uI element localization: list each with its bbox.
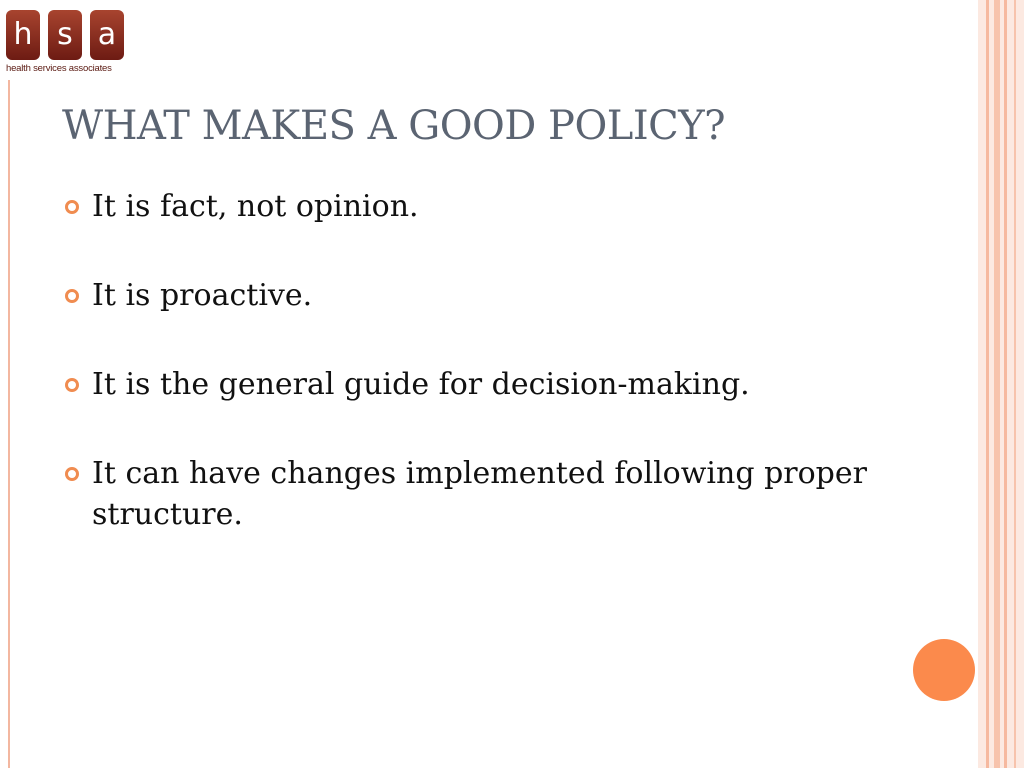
slide-title: WHAT MAKES A GOOD POLICY? <box>62 103 726 149</box>
orange-circle-icon <box>913 639 975 701</box>
right-stripe <box>1014 0 1016 768</box>
bullet-text: It is the general guide for decision-making. <box>92 367 750 402</box>
right-stripe <box>986 0 989 768</box>
right-stripe <box>1004 0 1007 768</box>
right-decorative-band <box>978 0 1024 768</box>
ring-bullet-icon <box>65 289 79 303</box>
company-logo <box>4 6 128 76</box>
logo-letter-tile: s <box>48 10 82 60</box>
right-stripe <box>994 0 1000 768</box>
bullet-item <box>64 275 904 316</box>
bullet-list <box>64 186 904 583</box>
logo-tagline: health services associates <box>6 63 112 74</box>
bullet-text: It is proactive. <box>92 278 313 313</box>
bullet-text: It is fact, not opinion. <box>92 189 419 224</box>
ring-bullet-icon <box>65 378 79 392</box>
bullet-item <box>64 364 904 405</box>
ring-bullet-icon <box>65 467 79 481</box>
bullet-text: It can have changes implemented following proper structure. <box>92 456 867 532</box>
left-accent-line <box>8 80 10 768</box>
logo-letter-tile: h <box>6 10 40 60</box>
bullet-item <box>64 453 904 535</box>
ring-bullet-icon <box>65 200 79 214</box>
logo-letter-tile: a <box>90 10 124 60</box>
bullet-item <box>64 186 904 227</box>
